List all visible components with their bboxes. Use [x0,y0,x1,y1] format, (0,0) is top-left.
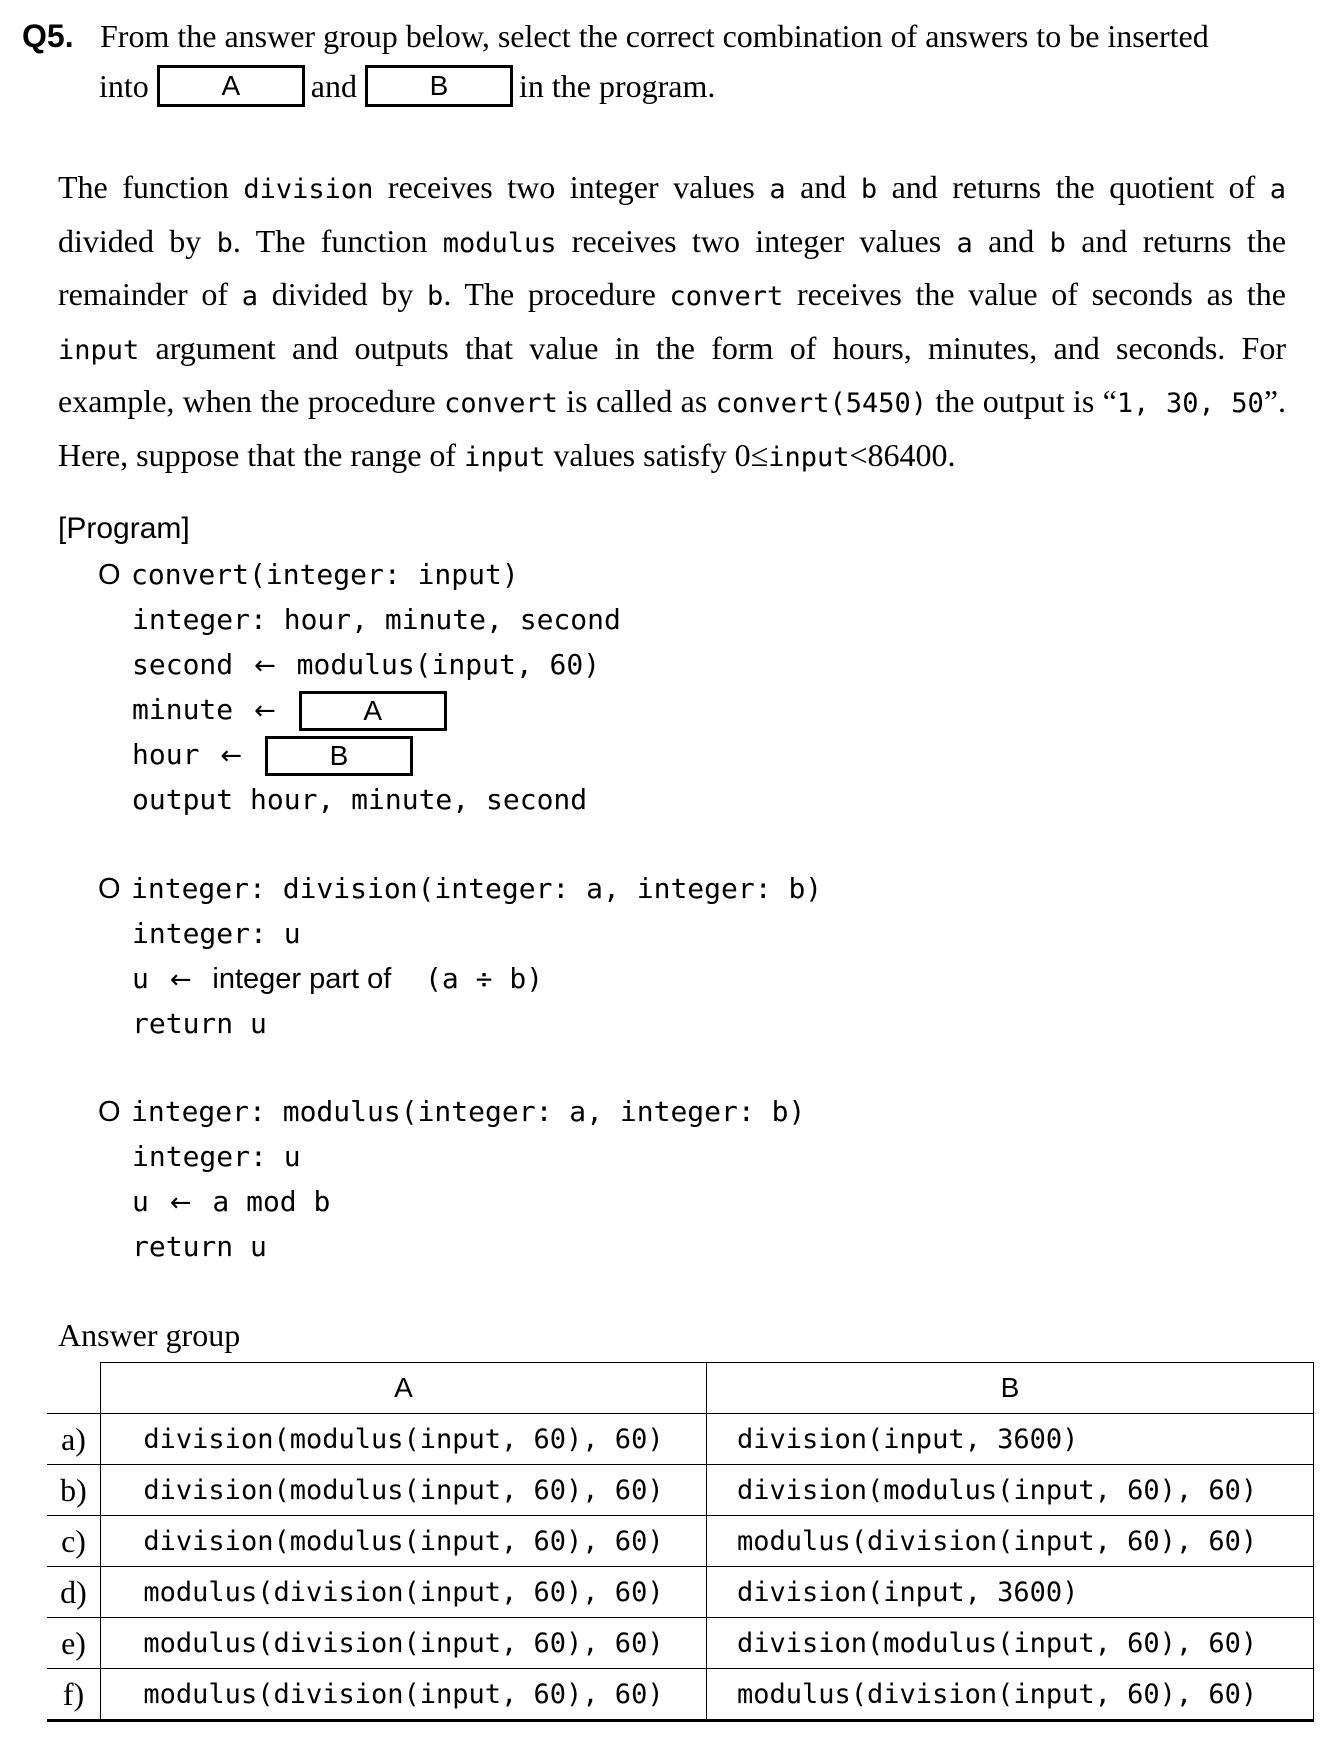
division-return: return u [132,1007,267,1040]
blank-b-box: B [365,65,513,107]
code-division: division [243,174,374,205]
question-line-2 [99,62,715,111]
option-label[interactable]: b) [47,1465,101,1516]
convert-second-assign: second ← modulus(input, 60) [132,648,601,681]
left-arrow-icon: ← [254,696,276,726]
division-declaration: integer: u [132,917,301,950]
question-text-in-program: in the program. [518,68,716,104]
answer-b-cell: modulus(division(input, 60), 60) [707,1669,1314,1721]
bullet-circle-icon: O [98,559,121,591]
blank-b-code-box: B [265,736,413,776]
option-label[interactable]: f) [47,1669,101,1721]
division-assign: u ← integer part of (a ÷ b) [132,962,544,995]
answer-row-b[interactable] [47,1465,1314,1516]
option-label[interactable]: e) [47,1618,101,1669]
division-signature: O integer: division(integer: a, integer: b) [98,869,822,909]
left-arrow-icon: ← [254,651,276,681]
answer-b-cell: division(input, 3600) [707,1567,1314,1618]
answer-a-cell: modulus(division(input, 60), 60) [101,1618,707,1669]
program-label: [Program] [58,512,190,545]
question-header [22,12,1209,60]
convert-output: output hour, minute, second [132,783,588,816]
question-number: Q5. [22,18,74,54]
left-arrow-icon: ← [169,1188,192,1218]
answer-table [47,1362,1314,1722]
answer-row-c[interactable] [47,1516,1314,1567]
convert-signature: O convert(integer: input) [98,555,519,595]
convert-hour-assign: hour ← B [132,735,413,776]
problem-description: The function division receives two integer values a and b and returns the quotient of a divided by b. The function modulus receives two integer values a and b and returns the remainder of a divided by b. The procedure convert receives the value of seconds as the input argument and outputs that value in the form of hours, minutes, and seconds. For example, when the procedure convert is called as convert(5450) the output is “1, 30, 50”. Here, suppose that the range of input values satisfy 0≤input<86400. [58,169,1287,473]
left-arrow-icon: ← [169,965,192,995]
answer-a-cell: division(modulus(input, 60), 60) [101,1516,707,1567]
convert-minute-assign: minute ← A [132,690,447,731]
code-example-call: convert(5450) [715,388,928,419]
code-example-output: 1, 30, 50 [1116,388,1264,419]
answer-b-cell: modulus(division(input, 60), 60) [707,1516,1314,1567]
answer-row-f[interactable] [47,1669,1314,1721]
option-label[interactable]: d) [47,1567,101,1618]
answer-group-label: Answer group [58,1317,241,1353]
blank-a-box: A [157,65,305,107]
modulus-assign: u ← a mod b [132,1185,331,1218]
answer-a-cell: modulus(division(input, 60), 60) [101,1567,707,1618]
modulus-signature: O integer: modulus(integer: a, integer: b) [98,1092,805,1132]
bullet-circle-icon: O [98,873,121,905]
answer-a-cell: division(modulus(input, 60), 60) [101,1414,707,1465]
question-text-and: and [310,68,357,104]
modulus-declaration: integer: u [132,1140,301,1173]
header-blank-cell [47,1363,101,1414]
option-label[interactable]: a) [47,1414,101,1465]
header-a: A [101,1363,707,1414]
answer-b-cell: division(modulus(input, 60), 60) [707,1465,1314,1516]
answer-table-header [47,1363,1314,1414]
convert-declaration: integer: hour, minute, second [132,603,621,636]
bullet-circle-icon: O [98,1096,121,1128]
answer-b-cell: division(input, 3600) [707,1414,1314,1465]
option-label[interactable]: c) [47,1516,101,1567]
left-arrow-icon: ← [220,741,243,771]
code-modulus: modulus [442,227,557,259]
modulus-return: return u [132,1230,267,1263]
answer-a-cell: modulus(division(input, 60), 60) [101,1669,707,1721]
code-convert: convert [669,281,784,312]
answer-row-e[interactable] [47,1618,1314,1669]
question-text-into: into [99,68,149,104]
question-line-1: From the answer group below, select the correct combination of answers to be inserted [100,18,1209,54]
answer-row-d[interactable] [47,1567,1314,1618]
blank-a-code-box: A [299,691,447,731]
answer-row-a[interactable] [47,1414,1314,1465]
answer-a-cell: division(modulus(input, 60), 60) [101,1465,707,1516]
answer-b-cell: division(modulus(input, 60), 60) [707,1618,1314,1669]
header-b: B [707,1363,1314,1414]
